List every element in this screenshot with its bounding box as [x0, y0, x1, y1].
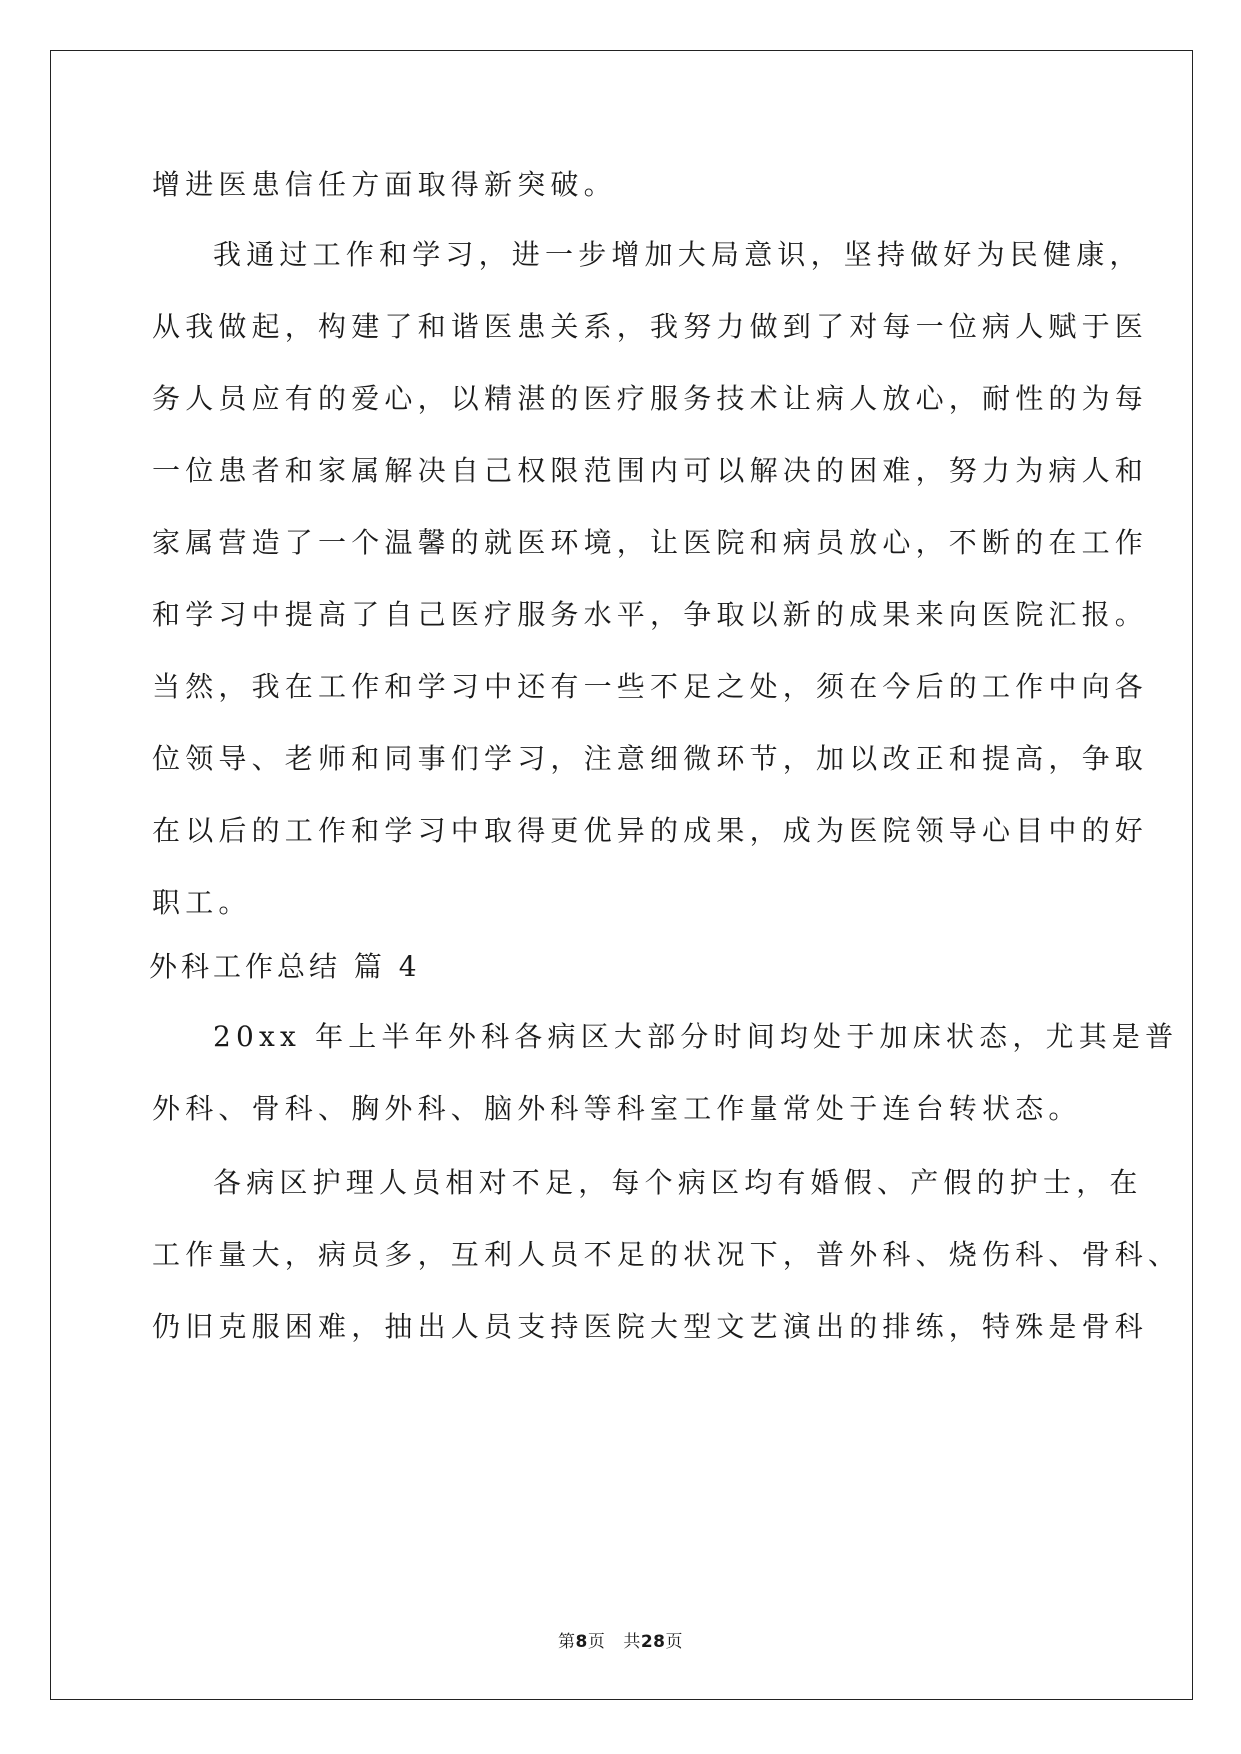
- footer-total-pages: 28: [640, 1632, 666, 1652]
- section-heading: 外科工作总结 篇 4: [149, 950, 421, 983]
- text-line: 工作量大，病员多，互利人员不足的状况下，普外科、烧伤科、骨科、: [152, 1238, 1182, 1271]
- text-line: 务人员应有的爱心，以精湛的医疗服务技术让病人放心，耐性的为每: [152, 382, 1149, 415]
- text-line: 家属营造了一个温馨的就医环境，让医院和病员放心，不断的在工作: [152, 526, 1149, 559]
- footer-page-number: 8: [575, 1632, 588, 1652]
- text-line: 增进医患信任方面取得新突破。: [152, 168, 617, 201]
- page-footer: [0, 1627, 1241, 1652]
- text-line: 各病区护理人员相对不足，每个病区均有婚假、产假的护士，在: [213, 1166, 1143, 1199]
- page-border: [50, 50, 1193, 1700]
- text-line: 和学习中提高了自己医疗服务水平，争取以新的成果来向医院汇报。: [152, 598, 1149, 631]
- text-line: 20xx 年上半年外科各病区大部分时间均处于加床状态，尤其是普: [213, 1020, 1179, 1053]
- footer-page-suffix: 页: [587, 1632, 606, 1652]
- text-line: 当然，我在工作和学习中还有一些不足之处，须在今后的工作中向各: [152, 670, 1149, 703]
- text-line: 仍旧克服困难，抽出人员支持医院大型文艺演出的排练，特殊是骨科: [152, 1310, 1149, 1343]
- text-line: 一位患者和家属解决自己权限范围内可以解决的困难，努力为病人和: [152, 454, 1149, 487]
- text-line: 从我做起，构建了和谐医患关系，我努力做到了对每一位病人赋于医: [152, 310, 1149, 343]
- footer-total-suffix: 页: [665, 1632, 683, 1652]
- text-line: 在以后的工作和学习中取得更优异的成果，成为医院领导心目中的好: [152, 814, 1149, 847]
- footer-prefix: 第: [557, 1632, 576, 1652]
- text-line: 位领导、老师和同事们学习，注意细微环节，加以改正和提高，争取: [152, 742, 1149, 775]
- text-line: 职工。: [152, 886, 252, 919]
- text-line: 我通过工作和学习，进一步增加大局意识，坚持做好为民健康，: [213, 238, 1143, 271]
- text-line: 外科、骨科、胸外科、脑外科等科室工作量常处于连台转状态。: [152, 1092, 1082, 1125]
- footer-total-prefix: 共: [623, 1632, 641, 1652]
